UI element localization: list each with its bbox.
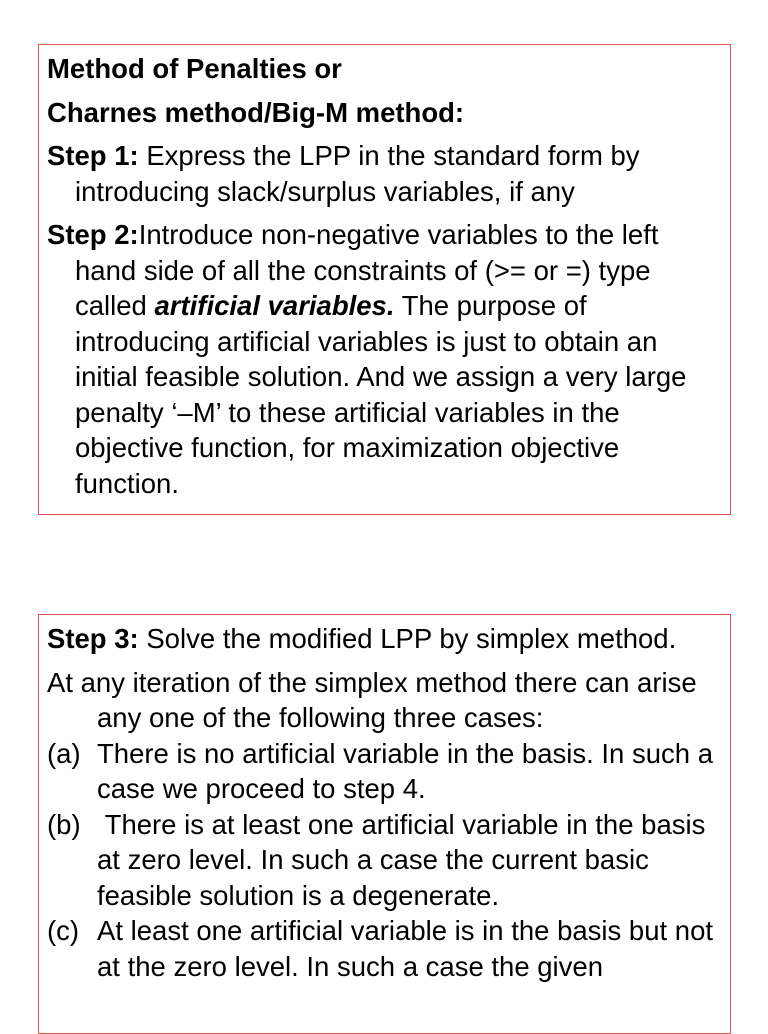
case-item-a: [47, 736, 724, 807]
slide-title-line-1: Method of Penalties or: [47, 53, 342, 84]
step-1-paragraph: [47, 138, 724, 209]
slide-simplex-cases: [38, 614, 731, 1034]
step-2-text-before: Introduce non-negative variables to the left hand side of all the constraints of (>= or =) type called: [75, 219, 659, 321]
case-marker: (a): [47, 737, 81, 769]
case-marker: (c): [47, 915, 80, 946]
case-text: There is no artificial variable in the basis. In such a case we proceed to step 4.: [97, 737, 713, 804]
slide-title-line-2: Charnes method/Big-M method:: [47, 96, 465, 128]
step-1-text: Express the LPP in the standard form by introducing slack/surplus variables, if any: [75, 140, 640, 207]
case-marker: (b): [47, 808, 81, 840]
step-2-text-after: The purpose of introducing artificial variables is just to obtain an initial feasible solution. And we assign a very large penalty ‘–M’ to these artificial variables in the objective function, for maximization objective function.: [75, 290, 687, 499]
case-item-c: [47, 913, 724, 984]
step-3-paragraph: [47, 621, 724, 657]
step-3-label: Step 3:: [47, 623, 139, 654]
cases-intro: At any iteration of the simplex method there can arise any one of the following three cases:: [47, 666, 697, 733]
case-item-b: [47, 807, 724, 914]
step-2-paragraph: [47, 217, 724, 501]
case-text: There is at least one artificial variable in the basis at zero level. In such a case the current basic feasible solution is a degenerate.: [97, 808, 713, 911]
slide-1-content: [47, 51, 724, 501]
step-2-label: Step 2:: [47, 219, 139, 250]
step-3-text: Solve the modified LPP by simplex method.: [138, 623, 677, 654]
slide-method-of-penalties: [38, 44, 731, 515]
slide-2-content: [47, 621, 724, 984]
step-1-label: Step 1:: [47, 140, 139, 171]
step-2-emphasis: artificial variables.: [154, 290, 395, 321]
case-text: At least one artificial variable is in the basis but not at the zero level. In such a case the given: [97, 915, 714, 982]
